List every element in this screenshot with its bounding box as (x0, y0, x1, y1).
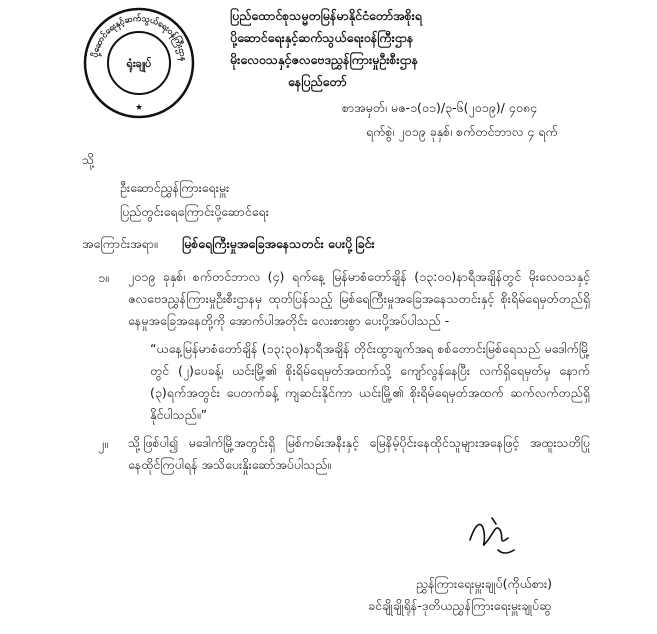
paragraph-2-number: ၂။ (98, 436, 108, 451)
signatory-capacity: ညွှန်ကြားရေးမှူးချုပ်(ကိုယ်စား) (416, 576, 553, 591)
svg-text:ပို့ဆောင်ရေးနှင့်ဆက်သွယ်ရေးဝန်: ပို့ဆောင်ရေးနှင့်ဆက်သွယ်ရေးဝန်ကြီးဌာန (90, 13, 188, 62)
signatory-name-title: ခင်ချိုချိုရိုန်-ဒုတိယညွှန်ကြားရေးမှူးချုပ်ဆွ (368, 598, 552, 613)
flood-bulletin-quote: “ယနေ့မြန်မာစံတော်ချိန် (၁၃:၃၀)နာရီအချိန် တိုင်းထွာချက်အရ စစ်တောင်းမြစ်ရေသည် မဒေါက်မြို့တွင် (၂)ပေခန့်၊ ယင်းမြို့၏ စိုးရိမ်ရေမှတ်အထက်သို့ ကျော်လွန်နေပြီး လက်ရှိရေမှတ်မှ နောက် (၃)ရက်အတွင်း ပေတက်ခန့် ကျဆင်းနိုင်ကာ ယင်းမြို့၏ စိုးရိမ်ရေမှတ်အထက် ဆက်လက်တည်ရှိနိုင်ပါသည်။” (150, 341, 590, 422)
header-city: နေပြည်တော် (288, 74, 347, 89)
department-seal (82, 6, 196, 120)
to-label: သို့ (82, 152, 95, 167)
svg-text:★: ★ (134, 103, 144, 113)
paragraph-2: သို့ဖြစ်ပါ၍ မဒေါက်မြို့အတွင်းရှိ မြစ်ကမ်းအနီးနှင့် မြေနိမ့်ပိုင်းနေထိုင်သူများအနေဖြင့် အထူးသတိပြုနေထိုင်ကြပါရန် အသိပေးနှိုးဆော်အပ်ပါသည်။ (128, 435, 590, 472)
addressee-office: ပြည်တွင်းရေကြောင်းပို့ဆောင်ရေး (120, 204, 269, 219)
paragraph-1-number: ၁။ (98, 270, 109, 285)
letter-date: ရက်စွဲ၊ ၂၀၁၉ ခုနှစ်၊ စက်တင်ဘာလ ၄ ရက် (366, 124, 558, 139)
subject-text: မြစ်ရေကြီးမှုအခြေအနေသတင်း ပေးပို့ခြင်း (182, 236, 375, 251)
addressee-title: ဦးဆောင်ညွှန်ကြားရေးမှူး (120, 180, 230, 195)
paragraph-1: ၂၀၁၉ ခုနှစ်၊ စက်တင်ဘာလ (၄) ရက်နေ့ မြန်မာစံတော်ချိန် (၁၃:၀၀)နာရီအချိန်တွင် မိုးလေဝသနှင့် ဇလဗေဒညွှန်ကြားမှုဦးစီးဌာနမှ ထုတ်ပြန်သည့် မြစ်ရေကြီးမှုအခြေအနေသတင်းနှင့် စိုးရိမ်ရေမှတ်တည်ရှိနေမှုအခြေအနေတို့ကို အောက်ပါအတိုင်း လေးစားစွာ ပေးပို့အပ်ပါသည် - (128, 269, 590, 328)
svg-text:ရုံးချုပ်: ရုံးချုပ် (126, 57, 152, 70)
header-government: ပြည်ထောင်စုသမ္မတမြန်မာနိုင်ငံတော်အစိုးရ (230, 8, 422, 23)
subject-label: အကြောင်းအရာ။ (82, 236, 158, 251)
header-department: မိုးလေဝသနှင့်ဇလဗေဒညွှန်ကြားမှုဦးစီးဌာန (230, 52, 419, 67)
reference-number: စာအမှတ်၊ မဇ-၁(၀၁)/၃-၆(၂၀၁၉)/ ၄၀၈၄ (342, 100, 538, 115)
header-ministry: ပို့ဆောင်ရေးနှင့်ဆက်သွယ်ရေးဝန်ကြီးဌာန (230, 30, 414, 45)
handwritten-signature (462, 510, 522, 560)
